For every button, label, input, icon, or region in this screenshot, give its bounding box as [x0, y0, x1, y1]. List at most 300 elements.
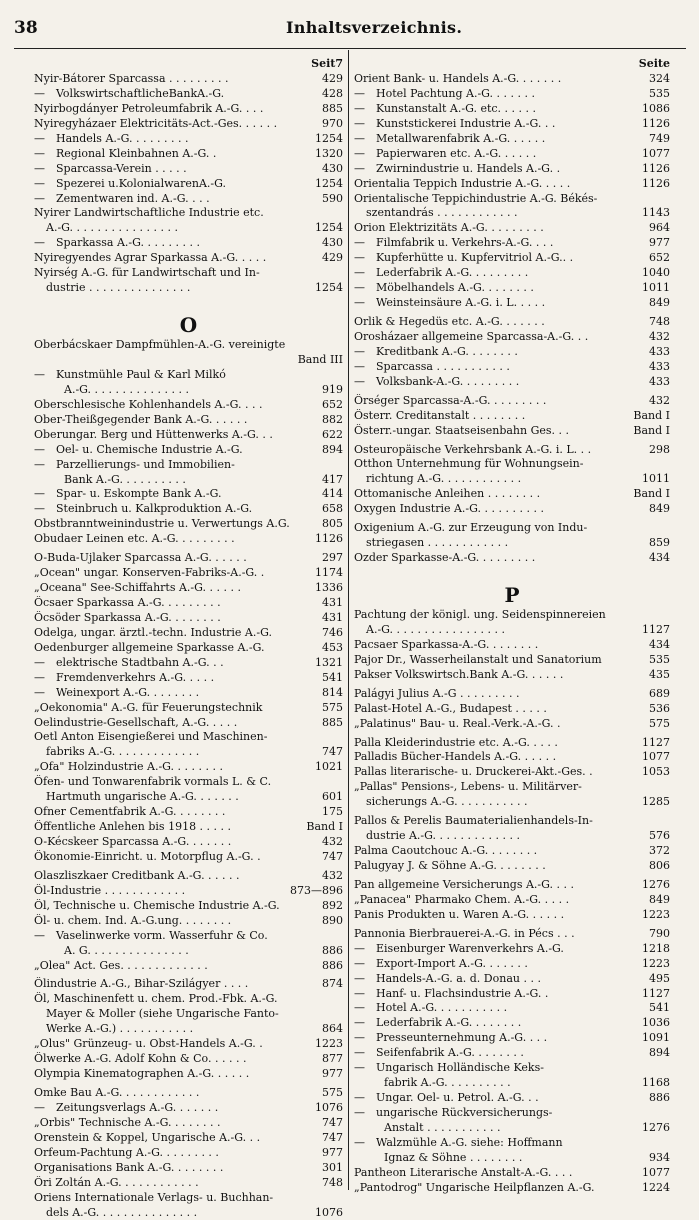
entry-page-ref: 429: [319, 251, 343, 266]
entry-text: dels A.-G. . . . . . . . . . . . . . .: [34, 1206, 197, 1220]
index-entry: [34, 236, 343, 251]
entry-text: Öffentliche Anlehen bis 1918 . . . . .: [34, 820, 231, 835]
index-entry: [354, 330, 670, 345]
index-entry: [354, 206, 670, 221]
entry-text: — Fremdenverkehrs A.-G. . . . .: [34, 671, 214, 686]
entry-text: Otthon Unternehmung für Wohnungsein-: [354, 457, 583, 472]
entry-page-ref: 575: [319, 1086, 343, 1101]
entry-text: — Weinsteinsäure A.-G. i. L. . . . .: [354, 296, 545, 311]
entry-page-ref: 873—896: [287, 884, 343, 899]
index-entry: [354, 296, 670, 311]
entry-text: Oedenburger allgemeine Sparkasse A.-G.: [34, 641, 265, 656]
entry-page-ref: 1224: [639, 1181, 670, 1196]
entry-page-ref: 541: [319, 671, 343, 686]
entry-page-ref: 977: [319, 1067, 343, 1082]
entry-text: Nyiregyendes Agrar Sparkassa A.-G. . . . .: [34, 251, 266, 266]
index-entry: [354, 221, 670, 236]
entry-page-ref: 970: [319, 117, 343, 132]
entry-text: fabriks A.-G. . . . . . . . . . . . .: [34, 745, 199, 760]
index-entry: [354, 443, 670, 458]
entry-text: Palágyi Julius A.-G . . . . . . . . .: [354, 687, 519, 702]
entry-page-ref: 324: [646, 72, 670, 87]
index-entry: [34, 626, 343, 641]
index-entry: [34, 790, 343, 805]
index-entry: [34, 716, 343, 731]
entry-page-ref: 1053: [639, 765, 670, 780]
index-entry: [354, 687, 670, 702]
entry-page-ref: 934: [646, 1151, 670, 1166]
index-entry: [34, 656, 343, 671]
index-entry: [354, 668, 670, 683]
entry-text: Oetl Anton Eisengießerei und Maschinen-: [34, 730, 267, 745]
index-entry: [354, 987, 670, 1002]
index-entry: [354, 132, 670, 147]
index-entry: [354, 814, 670, 829]
index-entry: [34, 611, 343, 626]
index-entry: [34, 281, 343, 296]
index-entry: [34, 102, 343, 117]
entry-text: — Regional Kleinbahnen A.-G. .: [34, 147, 216, 162]
entry-page-ref: 372: [646, 844, 670, 859]
index-entry: [354, 502, 670, 517]
index-entry: [34, 1206, 343, 1220]
entry-text: Oriens Internationale Verlags- u. Buchhan-: [34, 1191, 273, 1206]
entry-text: Orient Bank- u. Handels A.-G. . . . . . .: [354, 72, 561, 87]
index-entry: [354, 623, 670, 638]
entry-page-ref: 432: [319, 869, 343, 884]
entry-page-ref: 885: [319, 102, 343, 117]
entry-page-ref: 433: [646, 360, 670, 375]
index-entry: [354, 457, 670, 472]
entry-text: Öl, Maschinenfett u. chem. Prod.-Fbk. A.-G.: [34, 992, 278, 1007]
index-entry: [354, 424, 670, 439]
right-page-header: Seite: [354, 56, 670, 72]
index-entry: [34, 368, 343, 383]
index-entry: [354, 702, 670, 717]
entry-text: Nyiregyházaer Elektricitäts-Act.-Ges. . . . . .: [34, 117, 277, 132]
index-entry: [354, 972, 670, 987]
entry-text: — Sparcassa-Verein . . . . .: [34, 162, 187, 177]
index-entry: [34, 353, 343, 368]
entry-text: sicherungs A.-G. . . . . . . . . . .: [354, 795, 528, 810]
index-entry: [34, 730, 343, 745]
entry-text: — Sparcassa . . . . . . . . . . .: [354, 360, 510, 375]
entry-text: — Handels-A.-G. a. d. Donau . . .: [354, 972, 541, 987]
entry-text: — Seifenfabrik A.-G. . . . . . . .: [354, 1046, 524, 1061]
entry-text: — Papierwaren etc. A.-G. . . . . .: [354, 147, 536, 162]
index-entry: [354, 927, 670, 942]
entry-text: Mayer & Moller (siehe Ungarische Fanto-: [34, 1007, 279, 1022]
entry-page-ref: 894: [646, 1046, 670, 1061]
entry-text: Werke A.-G.) . . . . . . . . . . .: [34, 1022, 193, 1037]
entry-page-ref: 432: [646, 330, 670, 345]
index-entry: [34, 473, 343, 488]
entry-text: Pakser Volkswirtsch.Bank A.-G. . . . . .: [354, 668, 563, 683]
entry-page-ref: 658: [319, 502, 343, 517]
entry-text: — Kunststickerei Industrie A.-G. . .: [354, 117, 555, 132]
entry-text: Panis Produkten u. Waren A.-G. . . . . .: [354, 908, 564, 923]
entry-text: Obudaer Leinen etc. A.-G. . . . . . . . .: [34, 532, 235, 547]
right-entries-o: [354, 72, 670, 566]
index-entry: [354, 942, 670, 957]
column-divider: [348, 50, 349, 1190]
entry-page-ref: 1127: [639, 987, 670, 1002]
entry-text: — ungarische Rückversicherungs-: [354, 1106, 552, 1121]
index-entry: [34, 1131, 343, 1146]
entry-page-ref: 977: [646, 236, 670, 251]
entry-text: Oberungar. Berg und Hüttenwerks A.-G. . .: [34, 428, 273, 443]
entry-text: szentandrás . . . . . . . . . . . .: [354, 206, 518, 221]
index-entry: [34, 835, 343, 850]
entry-page-ref: 430: [319, 236, 343, 251]
index-entry: [34, 805, 343, 820]
entry-text: „Oceana" See-Schiffahrts A.-G. . . . . .: [34, 581, 241, 596]
index-entry: [354, 315, 670, 330]
index-entry: [34, 487, 343, 502]
entry-page-ref: 1254: [312, 281, 343, 296]
entry-page-ref: 298: [646, 443, 670, 458]
entry-text: Band III: [298, 353, 343, 368]
index-entry: [354, 87, 670, 102]
entry-page-ref: 434: [646, 638, 670, 653]
entry-page-ref: 1223: [639, 957, 670, 972]
entry-page-ref: 849: [646, 893, 670, 908]
index-entry: [354, 893, 670, 908]
entry-text: Pan allgemeine Versicherungs A.-G. . . .: [354, 878, 574, 893]
entry-text: Orlik & Hegedüs etc. A.-G. . . . . . .: [354, 315, 545, 330]
entry-page-ref: 541: [646, 1001, 670, 1016]
entry-text: — Filmfabrik u. Verkehrs-A.-G. . . .: [354, 236, 553, 251]
entry-text: — Vaselinwerke vorm. Wasserfuhr & Co.: [34, 929, 268, 944]
index-entry: [354, 829, 670, 844]
index-entry: [354, 281, 670, 296]
entry-text: Ökonomie-Einricht. u. Motorpflug A.-G. .: [34, 850, 261, 865]
entry-page-ref: 1077: [639, 750, 670, 765]
entry-text: — Spezerei u.KolonialwarenA.-G.: [34, 177, 226, 192]
entry-text: Pallas literarische- u. Druckerei-Akt.-Ges. .: [354, 765, 593, 780]
index-entry: [354, 1031, 670, 1046]
index-entry: [34, 458, 343, 473]
right-entries-p: [354, 608, 670, 1196]
entry-text: Orientalische Teppichindustrie A.-G. Békés-: [354, 192, 597, 207]
entry-page-ref: 1126: [639, 117, 670, 132]
entry-page-ref: 652: [319, 398, 343, 413]
index-entry: [34, 443, 343, 458]
index-entry: [34, 398, 343, 413]
entry-text: Öl- u. chem. Ind. A.-G.ung. . . . . . . .: [34, 914, 231, 929]
index-entry: [354, 251, 670, 266]
index-entry: [34, 192, 343, 207]
entry-page-ref: 576: [646, 829, 670, 844]
index-entry: [34, 251, 343, 266]
index-entry: [354, 1076, 670, 1091]
entry-text: — Handels A.-G. . . . . . . . .: [34, 132, 188, 147]
entry-page-ref: 495: [646, 972, 670, 987]
index-entry: [34, 1176, 343, 1191]
entry-page-ref: 430: [319, 162, 343, 177]
entry-text: Oxigenium A.-G. zur Erzeugung von Indu-: [354, 521, 587, 536]
entry-text: Odelga, ungar. ärztl.-techn. Industrie A.-G.: [34, 626, 272, 641]
entry-page-ref: 431: [319, 596, 343, 611]
entry-page-ref: 919: [319, 383, 343, 398]
entry-text: Nyirség A.-G. für Landwirtschaft und In-: [34, 266, 260, 281]
index-entry: [34, 117, 343, 132]
index-entry: [34, 899, 343, 914]
index-entry: [354, 1181, 670, 1196]
entry-page-ref: 805: [319, 517, 343, 532]
entry-page-ref: 1076: [312, 1101, 343, 1116]
entry-text: — Kreditbank A.-G. . . . . . . .: [354, 345, 518, 360]
header-rule: [14, 48, 686, 49]
index-entry: [354, 780, 670, 795]
index-entry: [34, 177, 343, 192]
entry-text: Österr. Creditanstalt . . . . . . . .: [354, 409, 525, 424]
index-entry: [354, 162, 670, 177]
index-entry: [354, 177, 670, 192]
index-entry: [354, 345, 670, 360]
index-entry: [354, 1136, 670, 1151]
entry-text: — Ungarisch Holländische Keks-: [354, 1061, 544, 1076]
entry-text: — Möbelhandels A.-G. . . . . . . .: [354, 281, 534, 296]
entry-text: Oxygen Industrie A.-G. . . . . . . . . .: [354, 502, 544, 517]
index-entry: [354, 1016, 670, 1031]
entry-text: „Panacea" Pharmako Chem. A.-G. . . . .: [354, 893, 569, 908]
entry-text: Pajor Dr., Wasserheilanstalt und Sanatorium: [354, 653, 602, 668]
entry-text: richtung A.-G. . . . . . . . . . . .: [354, 472, 521, 487]
entry-text: Organisations Bank A.-G. . . . . . . .: [34, 1161, 223, 1176]
entry-text: O-Buda-Ujlaker Sparcassa A.-G. . . . . .: [34, 551, 247, 566]
entry-page-ref: 1254: [312, 221, 343, 236]
entry-text: Ölwerke A.-G. Adolf Kohn & Co. . . . . .: [34, 1052, 246, 1067]
index-entry: [34, 1116, 343, 1131]
entry-page-ref: 1077: [639, 1166, 670, 1181]
entry-text: Örséger Sparcassa-A.-G. . . . . . . . .: [354, 394, 546, 409]
entry-text: Pachtung der königl. ung. Seidenspinnereien: [354, 608, 606, 623]
entry-page-ref: 536: [646, 702, 670, 717]
entry-page-ref: 1321: [312, 656, 343, 671]
entry-page-ref: 652: [646, 251, 670, 266]
entry-page-ref: 535: [646, 653, 670, 668]
entry-page-ref: 689: [646, 687, 670, 702]
index-entry: [354, 1121, 670, 1136]
entry-page-ref: Band I: [630, 409, 670, 424]
entry-text: Pannonia Bierbrauerei-A.-G. in Pécs . . .: [354, 927, 575, 942]
entry-page-ref: 892: [319, 899, 343, 914]
entry-page-ref: 1254: [312, 177, 343, 192]
index-entry: [354, 409, 670, 424]
entry-page-ref: 890: [319, 914, 343, 929]
entry-page-ref: 428: [319, 87, 343, 102]
entry-page-ref: 1076: [312, 1206, 343, 1220]
index-entry: [34, 959, 343, 974]
entry-page-ref: 859: [646, 536, 670, 551]
index-entry: [354, 638, 670, 653]
entry-page-ref: 1021: [312, 760, 343, 775]
entry-page-ref: 453: [319, 641, 343, 656]
index-entry: [34, 1161, 343, 1176]
entry-text: „Olus" Grünzeug- u. Obst-Handels A.-G. .: [34, 1037, 263, 1052]
index-entry: [354, 102, 670, 117]
index-entry: [34, 1037, 343, 1052]
entry-text: dustrie . . . . . . . . . . . . . . .: [34, 281, 190, 296]
entry-text: Ölindustrie A.-G., Bihar-Szilágyer . . . .: [34, 977, 248, 992]
index-entry: [354, 487, 670, 502]
left-column: [34, 56, 343, 1220]
entry-text: Palugyay J. & Söhne A.-G. . . . . . . .: [354, 859, 546, 874]
index-entry: [34, 1022, 343, 1037]
entry-page-ref: 175: [319, 805, 343, 820]
entry-page-ref: 1320: [312, 147, 343, 162]
index-entry: [354, 375, 670, 390]
entry-text: „Ofa" Holzindustrie A.-G. . . . . . . .: [34, 760, 223, 775]
entry-text: Orientalia Teppich Industrie A.-G. . . . .: [354, 177, 570, 192]
entry-text: Pallos & Perelis Baumaterialienhandels-In-: [354, 814, 593, 829]
entry-text: — VolkswirtschaftlicheBankA.-G.: [34, 87, 224, 102]
index-entry: [34, 992, 343, 1007]
index-entry: [354, 957, 670, 972]
entry-text: Ignaz & Söhne . . . . . . . .: [354, 1151, 522, 1166]
entry-page-ref: 790: [646, 927, 670, 942]
right-column: [354, 56, 670, 1196]
entry-page-ref: 1077: [639, 147, 670, 162]
index-entry: [34, 775, 343, 790]
left-entries-n: [34, 72, 343, 296]
entry-text: Nyirer Landwirtschaftliche Industrie etc.: [34, 206, 264, 221]
entry-text: A.-G. . . . . . . . . . . . . . .: [34, 383, 189, 398]
entry-page-ref: 1174: [312, 566, 343, 581]
entry-text: Ottomanische Anleihen . . . . . . . .: [354, 487, 540, 502]
index-entry: [34, 596, 343, 611]
index-entry: [34, 566, 343, 581]
index-entry: [354, 844, 670, 859]
index-entry: [34, 383, 343, 398]
entry-text: Oberschlesische Kohlenhandels A.-G. . . .: [34, 398, 263, 413]
entry-text: — Export-Import A.-G. . . . . . .: [354, 957, 528, 972]
entry-page-ref: 433: [646, 375, 670, 390]
index-entry: [34, 929, 343, 944]
entry-text: — Hotel Pachtung A.-G. . . . . . .: [354, 87, 535, 102]
index-entry: [354, 1166, 670, 1181]
index-entry: [34, 1086, 343, 1101]
entry-text: Öcsaer Sparkassa A.-G. . . . . . . . .: [34, 596, 221, 611]
entry-page-ref: 601: [319, 790, 343, 805]
index-entry: [354, 147, 670, 162]
entry-page-ref: 977: [319, 1146, 343, 1161]
index-entry: [34, 72, 343, 87]
entry-text: Öri Zoltán A.-G. . . . . . . . . . . .: [34, 1176, 199, 1191]
index-entry: [354, 908, 670, 923]
index-entry: [354, 765, 670, 780]
index-entry: [34, 1101, 343, 1116]
entry-page-ref: 886: [646, 1091, 670, 1106]
entry-page-ref: 746: [319, 626, 343, 641]
entry-page-ref: 433: [646, 345, 670, 360]
entry-text: Hartmuth ungarische A.-G. . . . . . .: [34, 790, 239, 805]
entry-text: Ober-Theißgegender Bank A.-G. . . . . .: [34, 413, 247, 428]
entry-text: — Metallwarenfabrik A.-G. . . . . .: [354, 132, 545, 147]
index-entry: [34, 581, 343, 596]
index-entry: [354, 266, 670, 281]
entry-text: Österr.-ungar. Staatseisenbahn Ges. . .: [354, 424, 569, 439]
left-page-header: Seit7: [34, 56, 343, 72]
entry-page-ref: 964: [646, 221, 670, 236]
index-entry: [34, 532, 343, 547]
index-entry: [354, 1091, 670, 1106]
entry-page-ref: 434: [646, 551, 670, 566]
entry-text: Bank A.-G. . . . . . . . . .: [34, 473, 186, 488]
entry-text: — Kupferhütte u. Kupfervitriol A.-G.. .: [354, 251, 573, 266]
entry-page-ref: 1126: [312, 532, 343, 547]
entry-page-ref: 1143: [639, 206, 670, 221]
section-gap: [34, 296, 343, 312]
entry-page-ref: 575: [319, 701, 343, 716]
index-entry: [354, 653, 670, 668]
entry-page-ref: 747: [319, 1131, 343, 1146]
page-number: 38: [14, 18, 38, 38]
entry-page-ref: 885: [319, 716, 343, 731]
entry-text: Palma Caoutchouc A.-G. . . . . . . .: [354, 844, 537, 859]
entry-text: „Olea" Act. Ges. . . . . . . . . . . . .: [34, 959, 208, 974]
entry-page-ref: 874: [319, 977, 343, 992]
entry-page-ref: 1285: [639, 795, 670, 810]
index-entry: [354, 360, 670, 375]
entry-text: O-Kécskeer Sparcassa A.-G. . . . . . .: [34, 835, 231, 850]
index-entry: [34, 745, 343, 760]
entry-page-ref: 1126: [639, 177, 670, 192]
entry-page-ref: 575: [646, 717, 670, 732]
entry-page-ref: 1040: [639, 266, 670, 281]
entry-page-ref: 1127: [639, 736, 670, 751]
entry-page-ref: 1011: [639, 472, 670, 487]
entry-page-ref: 1126: [639, 162, 670, 177]
entry-text: — Parzellierungs- und Immobilien-: [34, 458, 235, 473]
index-entry: [354, 551, 670, 566]
index-entry: [354, 472, 670, 487]
entry-text: Nyir-Bátorer Sparcassa . . . . . . . . .: [34, 72, 228, 87]
index-entry: [34, 1146, 343, 1161]
entry-text: A.-G. . . . . . . . . . . . . . . .: [34, 221, 178, 236]
entry-text: Orion Elektrizitäts A.-G. . . . . . . . .: [354, 221, 544, 236]
index-entry: [34, 944, 343, 959]
entry-text: Omke Bau A.-G. . . . . . . . . . . .: [34, 1086, 199, 1101]
entry-text: „Ocean" ungar. Konserven-Fabriks-A.-G. .: [34, 566, 264, 581]
entry-text: Olaszliszkaer Creditbank A.-G. . . . . .: [34, 869, 240, 884]
entry-page-ref: 431: [319, 611, 343, 626]
entry-text: „Orbis" Technische A.-G. . . . . . . .: [34, 1116, 220, 1131]
index-entry: [354, 795, 670, 810]
entry-text: Pantheon Literarische Anstalt-A.-G. . . .: [354, 1166, 572, 1181]
index-entry: [354, 236, 670, 251]
entry-text: Palla Kleiderindustrie etc. A.-G. . . . .: [354, 736, 558, 751]
index-entry: [34, 884, 343, 899]
entry-text: — Oel- u. Chemische Industrie A.-G.: [34, 443, 243, 458]
entry-page-ref: 1276: [639, 1121, 670, 1136]
index-entry: [34, 850, 343, 865]
entry-page-ref: 417: [319, 473, 343, 488]
entry-page-ref: 297: [319, 551, 343, 566]
entry-text: Nyirbogdányer Petroleumfabrik A.-G. . . .: [34, 102, 263, 117]
entry-text: dustrie A.-G. . . . . . . . . . . . .: [354, 829, 520, 844]
entry-text: Orfeum-Pachtung A.-G. . . . . . . . .: [34, 1146, 219, 1161]
entry-page-ref: 747: [319, 1116, 343, 1131]
index-entry: [34, 701, 343, 716]
entry-page-ref: 1218: [639, 942, 670, 957]
entry-text: — Ungar. Oel- u. Petrol. A.-G. . .: [354, 1091, 539, 1106]
section-letter-o: O: [34, 312, 343, 338]
entry-page-ref: 435: [646, 668, 670, 683]
entry-text: A. G. . . . . . . . . . . . . . .: [34, 944, 189, 959]
entry-page-ref: 747: [319, 850, 343, 865]
